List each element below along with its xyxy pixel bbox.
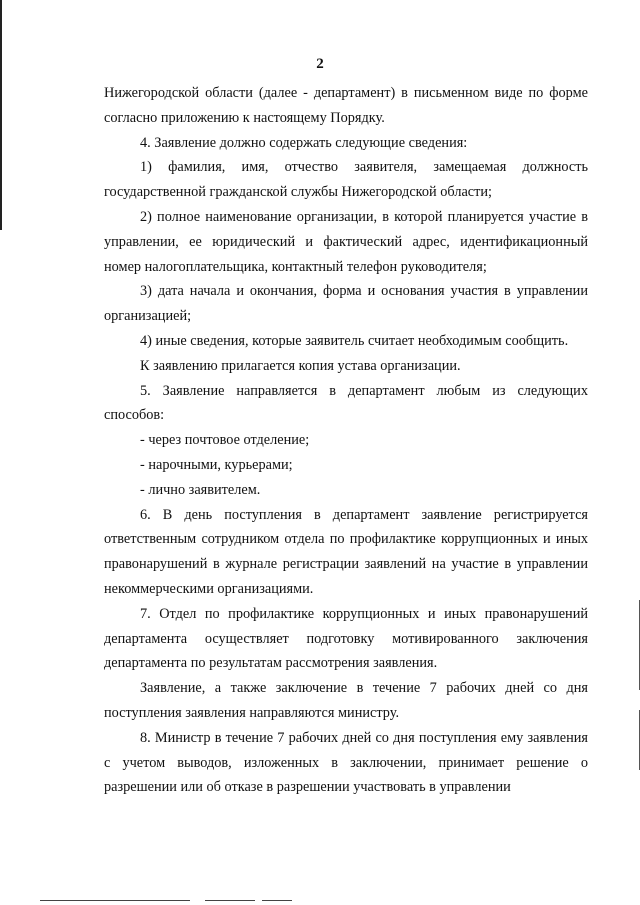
paragraph-item-4: 4. Заявление должно содержать следующие сведения: [140, 134, 468, 151]
paragraph-item-8: 8. Министр в течение 7 рабочих дней со дня поступления ему заявления с учетом выводов, изложенных в заключении, принимает решение о разрешении или об отказе в разрешении участвовать в управлении [104, 729, 588, 796]
paragraph-subitem-4: 4) иные сведения, которые заявитель считает необходимым сообщить. [140, 332, 569, 349]
scan-left-edge [0, 0, 2, 230]
document-body [104, 81, 588, 800]
paragraph-subitem-3: 3) дата начала и окончания, форма и основания участия в управлении организацией; [104, 283, 588, 325]
scan-bottom-line-right [262, 900, 292, 901]
list-item-courier: - нарочными, курьерами; [140, 456, 293, 473]
list-item-post-office: - через почтовое отделение; [140, 432, 310, 449]
paragraph-subitem-1: 1) фамилия, имя, отчество заявителя, замещаемая должность государственной гражданской службы Нижегородской области; [104, 159, 588, 201]
paragraph-continuation: Нижегородской области (далее - департамент) в письменном виде по форме согласно приложению к настоящему Порядку. [104, 85, 588, 126]
list-item-in-person: - лично заявителем. [140, 481, 261, 498]
scan-bottom-line-left [40, 900, 190, 901]
paragraph-item-7: 7. Отдел по профилактике коррупционных и иных правонарушений департамента осуществляет подготовку мотивированного заключения департамента по результатам рассмотрения заявления. [104, 605, 588, 672]
scan-bottom-line-mid [205, 900, 255, 901]
paragraph-subitem-2: 2) полное наименование организации, в которой планируется участие в управлении, ее юридический и фактический адрес, идентификационный номер налогоплательщика, контактный телефон руководителя; [104, 208, 588, 275]
paragraph-item-7-continued: Заявление, а также заключение в течение 7 рабочих дней со дня поступления заявления направляются министру. [104, 680, 588, 721]
paragraph-item-5: 5. Заявление направляется в департамент любым из следующих способов: [104, 382, 588, 424]
page-number: 2 [316, 56, 324, 72]
paragraph-item-6: 6. В день поступления в департамент заявление регистрируется ответственным сотрудником отдела по профилактике коррупционных и иных правонарушений в журнале регистрации заявлений на участие в управлении некоммерческими организациями. [104, 506, 588, 597]
paragraph-attachment-note: К заявлению прилагается копия устава организации. [140, 357, 461, 374]
